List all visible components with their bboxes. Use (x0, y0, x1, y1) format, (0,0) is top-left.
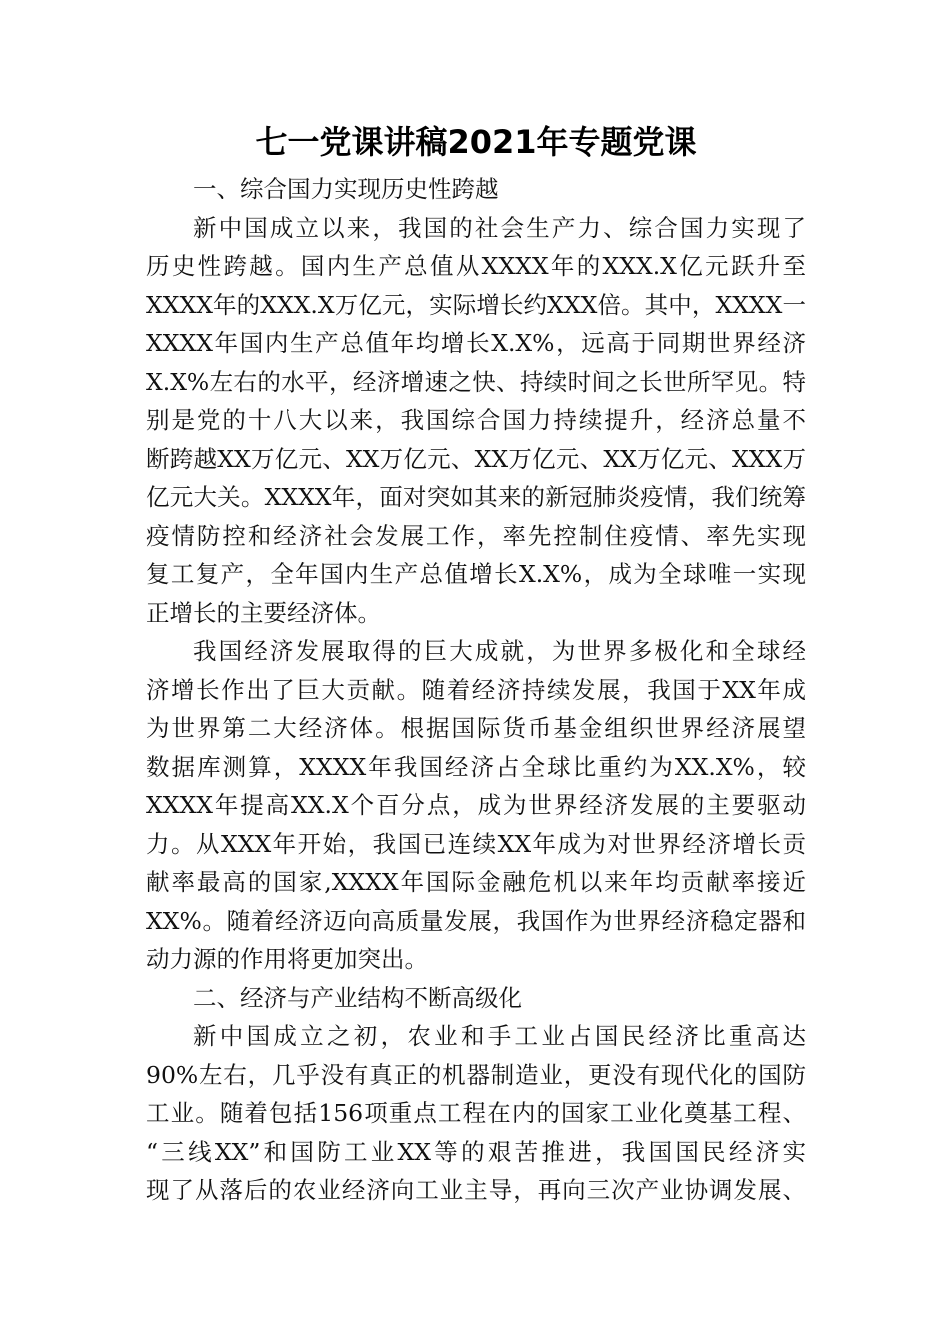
text-line: 我国经济发展取得的巨大成就，为世界多极化和全球经 (193, 637, 806, 665)
text-line: 数据库测算，XXXX年我国经济占全球比重约为XX.X%，较 (146, 752, 806, 781)
text-line: 90%左右，几乎没有真正的机器制造业，更没有现代化的国防 (146, 1060, 806, 1089)
paragraph-1-2 (146, 632, 806, 979)
text-line: 亿元大关。XXXX年，面对突如其来的新冠肺炎疫情，我们统筹 (146, 483, 806, 511)
text-line: 疫情防控和经济社会发展工作，率先控制住疫情、率先实现 (146, 521, 806, 550)
text-line: 济增长作出了巨大贡献。随着经济持续发展，我国于XX年成 (146, 675, 806, 704)
text-line: 复工复产，全年国内生产总值增长X.X%，成为全球唯一实现 (146, 560, 806, 588)
text-line: XXXX年国内生产总值年均增长X.X%，远高于同期世界经济 (146, 329, 806, 357)
text-line: 工业。随着包括156项重点工程在内的国家工业化奠基工程、 (146, 1099, 806, 1127)
text-line: 别是党的十八大以来，我国综合国力持续提升，经济总量不 (146, 406, 806, 434)
text-line: “三线XX”和国防工业XX等的艰苦推进，我国国民经济实 (146, 1137, 806, 1166)
text-line: 为世界第二大经济体。根据国际货币基金组织世界经济展望 (146, 714, 806, 742)
text-line: X.X%左右的水平，经济增速之快、持续时间之长世所罕见。特 (146, 367, 806, 396)
text-line: 现了从落后的农业经济向工业主导，再向三次产业协调发展、 (146, 1176, 806, 1204)
text-line: XX%。随着经济迈向高质量发展，我国作为世界经济稳定器和 (146, 906, 806, 935)
text-line: 断跨越XX万亿元、XX万亿元、XX万亿元、XX万亿元、XXX万 (146, 444, 806, 473)
paragraph-1-1 (146, 209, 806, 633)
text-line: 新中国成立以来，我国的社会生产力、综合国力实现了 (193, 213, 806, 242)
text-line: 正增长的主要经济体。 (146, 598, 381, 627)
text-line: 动力源的作用将更加突出。 (146, 945, 428, 973)
text-line: XXXX年的XXX.X万亿元，实际增长约XXX倍。其中，XXXX一 (146, 290, 806, 319)
text-line: 历史性跨越。国内生产总值从XXXX年的XXX.X亿元跃升至 (146, 252, 806, 280)
document-body (146, 170, 806, 1210)
text-line: 献率最高的国家,XXXX年国际金融危机以来年均贡献率接近 (146, 868, 806, 896)
paragraph-2-1 (146, 1017, 806, 1210)
text-line: XXXX年提高XX.X个百分点，成为世界经济发展的主要驱动 (146, 791, 806, 819)
text-line: 力。从XXX年开始，我国已连续XX年成为对世界经济增长贡 (146, 829, 806, 858)
document-title: 七一党课讲稿2021年专题党课 (255, 123, 697, 161)
section-heading-1: 一、综合国力实现历史性跨越 (193, 175, 499, 203)
text-line: 新中国成立之初，农业和手工业占国民经济比重高达 (193, 1022, 806, 1050)
section-heading-2: 二、经济与产业结构不断高级化 (193, 983, 522, 1012)
